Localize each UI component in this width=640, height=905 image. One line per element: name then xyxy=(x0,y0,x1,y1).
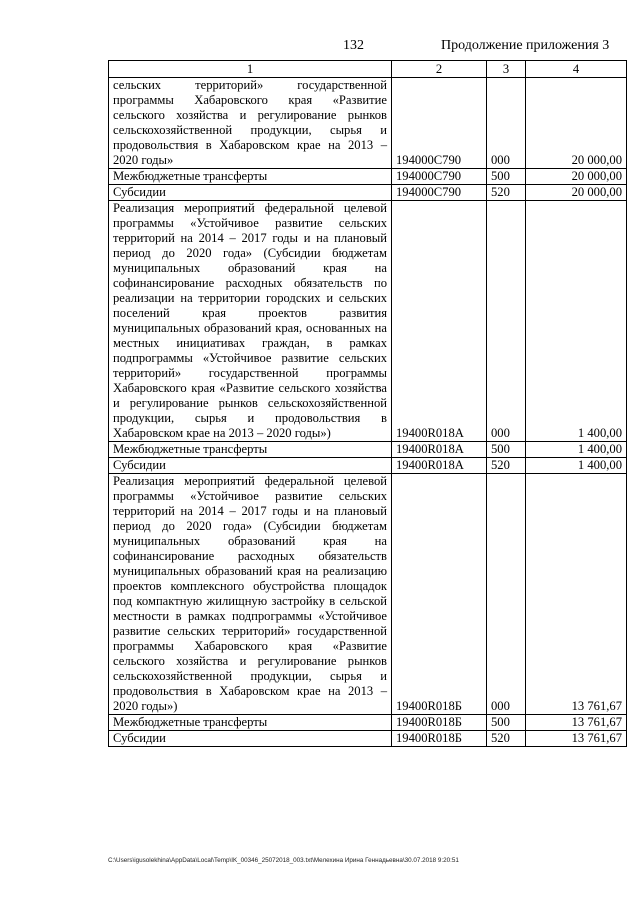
row-description: сельских территорий» государственной программы Хабаровского края «Развитие сельского хозяйства и регулирование рынков сельскохозяйственной продукции, сырья и продовольствия в Хабаровском крае на 2013 – 2020 годы» xyxy=(109,78,392,169)
column-header: 4 xyxy=(526,61,627,78)
row-expense-type: 500 xyxy=(487,169,526,185)
row-expense-type: 000 xyxy=(487,474,526,715)
row-amount: 1 400,00 xyxy=(526,442,627,458)
row-description: Межбюджетные трансферты xyxy=(109,442,392,458)
column-header: 3 xyxy=(487,61,526,78)
column-header: 2 xyxy=(392,61,487,78)
row-description: Субсидии xyxy=(109,458,392,474)
row-code: 19400R018А xyxy=(392,458,487,474)
budget-table xyxy=(108,60,627,747)
page-number: 132 xyxy=(343,38,364,53)
row-amount: 13 761,67 xyxy=(526,731,627,747)
row-description: Межбюджетные трансферты xyxy=(109,715,392,731)
row-description: Межбюджетные трансферты xyxy=(109,169,392,185)
row-code: 19400R018Б xyxy=(392,474,487,715)
row-expense-type: 500 xyxy=(487,442,526,458)
table-row xyxy=(109,169,627,185)
table-row xyxy=(109,474,627,715)
table-row xyxy=(109,201,627,442)
row-expense-type: 000 xyxy=(487,78,526,169)
column-header: 1 xyxy=(109,61,392,78)
row-code: 19400R018А xyxy=(392,201,487,442)
row-code: 19400R018А xyxy=(392,442,487,458)
row-expense-type: 000 xyxy=(487,201,526,442)
row-description: Субсидии xyxy=(109,185,392,201)
table-row xyxy=(109,458,627,474)
row-amount: 1 400,00 xyxy=(526,458,627,474)
row-description: Реализация мероприятий федеральной целевой программы «Устойчивое развитие сельских территорий на 2014 – 2017 годы и на плановый период до 2020 года» (Субсидии бюджетам муниципальных образований края на софинансирование расходных обязательств по реализации на территории городских и сельских поселений края проектов развития муниципальных образований края, основанных на местных инициативах граждан, в рамках подпрограммы «Устойчивое развитие сельских территорий» государственной программы Хабаровского края «Развитие сельского хозяйства и регулирование рынков сельскохозяйственной продукции, сырья и продовольствия в Хабаровском крае на 2013 – 2020 годы») xyxy=(109,201,392,442)
table-row xyxy=(109,442,627,458)
row-amount: 13 761,67 xyxy=(526,474,627,715)
row-code: 194000С790 xyxy=(392,169,487,185)
row-description: Реализация мероприятий федеральной целевой программы «Устойчивое развитие сельских территорий на 2014 – 2017 годы и на плановый период до 2020 года» (Субсидии бюджетам муниципальных образований края на софинансирование расходных обязательств муниципальных образований края на реализацию проектов комплексного обустройства площадок под компактную жилищную застройку в сельской местности в рамках подпрограммы «Устойчивое развитие сельских территорий» государственной программы Хабаровского края «Развитие сельского хозяйства и регулирование рынков сельскохозяйственной продукции, сырья и продовольствия в Хабаровском крае на 2013 – 2020 годы») xyxy=(109,474,392,715)
table-row xyxy=(109,78,627,169)
row-code: 194000С790 xyxy=(392,185,487,201)
table-row xyxy=(109,185,627,201)
document-footer-path: C:\Users\igusolekhina\AppData\Local\Temp\IK_00346_25072018_003.txt\Мелехина Ирина Геннадьевна\30.07.2018 9:20:51 xyxy=(108,857,459,864)
row-amount: 13 761,67 xyxy=(526,715,627,731)
row-expense-type: 500 xyxy=(487,715,526,731)
row-expense-type: 520 xyxy=(487,185,526,201)
row-code: 19400R018Б xyxy=(392,731,487,747)
row-amount: 20 000,00 xyxy=(526,78,627,169)
table-row xyxy=(109,731,627,747)
continuation-label: Продолжение приложения 3 xyxy=(441,38,610,53)
table-row xyxy=(109,715,627,731)
row-description: Субсидии xyxy=(109,731,392,747)
row-code: 194000С790 xyxy=(392,78,487,169)
row-amount: 1 400,00 xyxy=(526,201,627,442)
row-amount: 20 000,00 xyxy=(526,185,627,201)
row-code: 19400R018Б xyxy=(392,715,487,731)
row-expense-type: 520 xyxy=(487,458,526,474)
row-expense-type: 520 xyxy=(487,731,526,747)
table-header-row xyxy=(109,61,627,78)
row-amount: 20 000,00 xyxy=(526,169,627,185)
